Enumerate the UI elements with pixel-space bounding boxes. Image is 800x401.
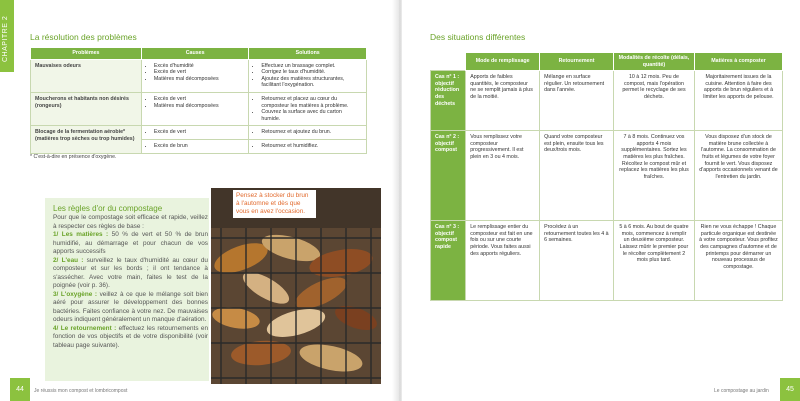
filling-header: Mode de remplissage bbox=[466, 53, 540, 71]
footnote: * C'est-à-dire en présence d'oxygène. bbox=[30, 154, 117, 160]
left-page bbox=[0, 0, 398, 401]
materials-cell: Rien ne vous échappe ! Chaque particule organique est destinée à votre composteur. Vous profitez des campagnes d'automne et de printemps pour démarrer un nouveau processus de compostage. bbox=[694, 221, 782, 301]
tips-title: Les règles d'or du compostage bbox=[53, 204, 163, 213]
chapter-tab bbox=[0, 0, 14, 72]
causes-header: Causes bbox=[141, 48, 249, 60]
problems-table-header-row bbox=[31, 48, 367, 60]
left-section-title: La résolution des problèmes bbox=[30, 32, 137, 42]
solutions-cell bbox=[249, 126, 367, 140]
table-row bbox=[431, 221, 783, 301]
filling-cell: Vous remplissez votre composteur progressivement. Il est plein en 3 ou 4 mois. bbox=[466, 131, 540, 221]
solutions-cell bbox=[249, 59, 367, 92]
case-cell: Cas n° 3 : objectif compost rapide bbox=[431, 221, 466, 301]
cause-item: • Excès de vert bbox=[154, 96, 245, 103]
causes-cell bbox=[141, 59, 249, 92]
table-row bbox=[431, 71, 783, 131]
problem-cell: Moucherons et habitants non désirés (rongeurs) bbox=[31, 93, 142, 126]
tips-text bbox=[53, 214, 208, 350]
problems-header: Problèmes bbox=[31, 48, 142, 60]
problems-table bbox=[30, 47, 367, 154]
tips-intro: Pour que le compostage soit efficace et rapide, veillez à respecter ces règles de base : bbox=[53, 214, 208, 230]
photo-note: Pensez à stocker du brun à l'automne et dès que vous en avez l'occasion. bbox=[233, 190, 316, 218]
cause-item: • Excès d'humidité bbox=[154, 63, 245, 70]
situations-table-header-row bbox=[431, 53, 783, 71]
tip-label: 4/ Le retournement : bbox=[53, 324, 117, 332]
harvest-cell: 5 à 6 mois. Au bout de quatre mois, commencez à remplir un deuxième composteur. Laissez mûrir le premier pour le récolter complètement 2 mois plus tard. bbox=[614, 221, 695, 301]
harvest-header: Modalités de récolte (délais, quantité) bbox=[614, 53, 695, 71]
cause-item: • Matières mal décomposées bbox=[154, 103, 245, 110]
table-row bbox=[431, 131, 783, 221]
tip-text: surveillez le taux d'humidité au cœur du composteur et sur les bords ; il ont tendance à s'assécher. Avec votre main, faites le test de la poignée (voir p. 36). bbox=[53, 256, 208, 290]
problem-cell: Blocage de la fermentation aérobie* (matières trop sèches ou trop humides) bbox=[31, 126, 142, 153]
solution-item: • Couvrez la surface avec du carton humide. bbox=[261, 109, 362, 122]
materials-header: Matières à composter bbox=[694, 53, 782, 71]
tip-text: 50 % de vert et 50 % de brun humidifié, au démarrage et pour chacun de vos apports successifs bbox=[53, 231, 208, 256]
causes-cell bbox=[141, 126, 249, 140]
turning-header: Retournement bbox=[540, 53, 614, 71]
running-title-right: Le compostage au jardin bbox=[714, 388, 769, 394]
tip-item bbox=[53, 291, 208, 325]
turning-cell: Procédez à un retournement toutes les 4 à 6 semaines. bbox=[540, 221, 614, 301]
page-number-right: 45 bbox=[780, 378, 800, 401]
page-number-left: 44 bbox=[10, 378, 30, 401]
right-page bbox=[402, 0, 800, 401]
case-cell: Cas n° 1 : objectif réduction des déchets bbox=[431, 71, 466, 131]
tip-label: 3/ L'oxygène : bbox=[53, 290, 97, 298]
turning-cell: Mélange en surface régulier. Un retournement dans l'année. bbox=[540, 71, 614, 131]
materials-cell: Majoritairement issues de la cuisine. Attention à faire des apports de brun réguliers et à limiter les apports de pelouse. bbox=[694, 71, 782, 131]
filling-cell: Le remplissage entier du composteur est fait en une fois ou sur une courte période. Vous faites aussi des apports réguliers. bbox=[466, 221, 540, 301]
solutions-header: Solutions bbox=[249, 48, 367, 60]
tip-item bbox=[53, 257, 208, 291]
solution-item: • Ajoutez des matières structurantes, facilitant l'oxygénation. bbox=[261, 76, 362, 89]
solution-item: • Effectuez un brassage complet. bbox=[261, 63, 362, 70]
tip-text: veillez à ce que le mélange soit bien aéré pour assurer le développement des bonnes bactéries. Faites confiance à votre nez. De mauvaises odeurs indiquent généralement un manque d'aération. bbox=[53, 290, 208, 324]
materials-cell: Vous disposez d'un stock de matière brune collectée à l'automne. La consommation de fruits et légumes de votre foyer fournit le vert. Vous disposez d'apports occasionnels venant de l'entretien du jardin. bbox=[694, 131, 782, 221]
table-row bbox=[31, 59, 367, 92]
harvest-cell: 10 à 12 mois. Peu de compost, mais l'opération permet le recyclage de ses déchets. bbox=[614, 71, 695, 131]
filling-cell: Apports de faibles quantités, le composteur ne se remplit jamais à plus de la moitié. bbox=[466, 71, 540, 131]
running-title-left: Je réussis mon compost et lombricompost bbox=[34, 388, 128, 394]
solution-item: • Retournez et placez au cœur du composteur les matières à problème. bbox=[261, 96, 362, 109]
situations-table bbox=[430, 52, 783, 301]
tip-item bbox=[53, 231, 208, 257]
turning-cell: Quand votre composteur est plein, ensuite tous les deux/trois mois. bbox=[540, 131, 614, 221]
harvest-cell: 7 à 8 mois. Continuez vos apports 4 mois supplémentaires. Sortez les matières les plus fraîches. Récoltez le compost mûr et replacez les matières les plus fraîches. bbox=[614, 131, 695, 221]
tip-label: 2/ L'eau : bbox=[53, 256, 84, 264]
cause-item: • Matières mal décomposées bbox=[154, 76, 245, 83]
solutions-cell bbox=[249, 140, 367, 154]
solution-item: • Retournez et ajoutez du brun. bbox=[261, 129, 362, 136]
tip-item bbox=[53, 325, 208, 351]
tip-text: effectuez les retournements en fonction de vos objectifs et de votre disponibilité (voir tableau page suivante). bbox=[53, 324, 208, 349]
solutions-cell bbox=[249, 93, 367, 126]
solution-item: • Retournez et humidifiez. bbox=[261, 143, 362, 150]
right-section-title: Des situations différentes bbox=[430, 32, 526, 42]
causes-cell bbox=[141, 140, 249, 154]
tip-label: 1/ Les matières : bbox=[53, 231, 109, 239]
chapter-tab-label: CHAPITRE 2 bbox=[2, 15, 9, 62]
table-row bbox=[31, 126, 367, 140]
causes-cell bbox=[141, 93, 249, 126]
case-cell: Cas n° 2 : objectif compost bbox=[431, 131, 466, 221]
cause-item: • Excès de vert bbox=[154, 69, 245, 76]
corner-header bbox=[431, 53, 466, 71]
cause-item: • Excès de brun bbox=[154, 143, 245, 150]
table-row bbox=[31, 93, 367, 126]
solution-item: • Corrigez le taux d'humidité. bbox=[261, 69, 362, 76]
problem-cell: Mauvaises odeurs bbox=[31, 59, 142, 92]
cause-item: • Excès de vert bbox=[154, 129, 245, 136]
